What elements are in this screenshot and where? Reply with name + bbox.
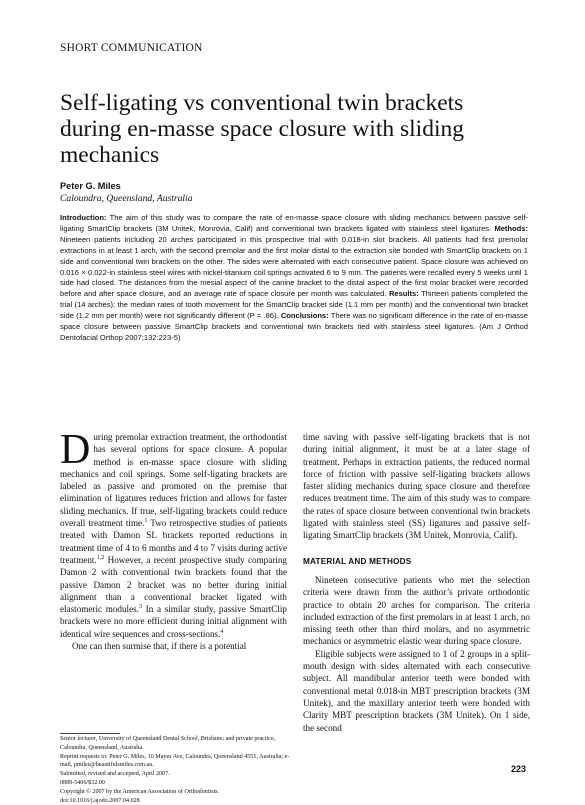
body-text: uring premolar extraction treatment, the orthodontist has several options for space closure. A popular method is en-masse space closure with sliding mechanics and coil springs. Some self-ligating brackets are labeled as passive and promoted on the premise that elimination of ligatures reduces friction and allows for faster sliding mechanics. If true, self-ligating brackets could reduce overall treatment time.	[60, 432, 287, 529]
body-text: However, a recent prospective study comparing Damon 2 with conventional twin brackets found that the passive Damon 2 bracket was no better during initial alignment than a conventional bracket ligated with elastomeric modules.	[60, 554, 287, 615]
footnote-doi: doi:10.1016/j.ajodo.2007.04.028	[60, 797, 140, 804]
abstract-conclusions-text: There was no significant difference in the rate of en-masse space closure between passive SmartClip brackets and conventional twin brackets tied with stainless steel ligatures. (Am J Orthod Dentofacial Orthop 2007;132:223-5)	[60, 311, 529, 342]
body-paragraph-4: Nineteen consecutive patients who met the selection criteria were drawn from the author’s private orthodontic practice to obtain 20 arches for comparison. The criteria included extraction of the first premolars in at least 1 arch, no missing teeth other than third molars, and no asymmetric mechanics or asymmetric elastic wear during space closure.	[303, 574, 530, 647]
footnote-reprint: Reprint requests to: Peter G. Miles, 10 Mayes Ave, Caloundra, Queensland 4551, Australia; e-mail, pmiles@beautifulsmiles.com.au.	[60, 753, 290, 769]
footnote-submitted: Submitted, revised and accepted, April 2007.	[60, 771, 170, 778]
author-affiliation: Caloundra, Queensland, Australia	[60, 193, 193, 204]
abstract-intro-label: Introduction:	[60, 213, 107, 222]
footnote-divider	[60, 733, 120, 734]
methods-heading: MATERIAL AND METHODS	[303, 556, 412, 566]
body-paragraph-1	[60, 427, 287, 640]
body-column-left	[60, 427, 287, 652]
section-label: SHORT COMMUNICATION	[60, 42, 203, 54]
body-paragraph-5: Eligible subjects were assigned to 1 of 2 groups in a split-mouth design with sides alternated with each consecutive subject. All mandibular anterior teeth were bonded with conventional metal 0.018-in MBT prescription brackets (3M Unitek), and the maxillary anterior teeth were bonded with Clarity MBT prescription brackets (3M Unitek). On 1 side, the second	[303, 648, 530, 733]
body-text: In a similar study, passive SmartClip brackets were no more efficient during initial alignment with identical wire sequences and cross-sections.	[60, 604, 287, 639]
abstract	[60, 213, 528, 344]
page-number: 223	[511, 764, 527, 774]
author-name: Peter G. Miles	[60, 181, 121, 191]
abstract-conclusions-label: Conclusions:	[280, 311, 329, 321]
footnote-issn: 0889-5406/$32.00	[60, 779, 105, 786]
abstract-methods-label: Methods:	[494, 223, 528, 233]
body-paragraph-3: time saving with passive self-ligating brackets that is not during initial alignment, it must be at a later stage of treatment. Perhaps in extraction patients, the reduced normal force of friction with passive self-ligating brackets allows faster sliding mechanics during space closure and therefore reduces treatment time. The aim of this study was to compare the rates of space closure between conventional twin brackets ligated with stainless steel (SS) ligatures and passive self-ligating SmartClip brackets (3M Unitek, Monrovia, Calif).	[303, 432, 530, 541]
footnote-affiliation: Senior lecturer, University of Queensland Dental School, Brisbane; and private practice, Caloundra, Queensland, Australia.	[60, 736, 276, 751]
drop-cap: D	[60, 427, 91, 473]
abstract-intro-text: The aim of this study was to compare the rate of en-masse space closure with sliding mechanics between passive self-ligating SmartClip brackets (3M Unitek, Monrovia, Calif) and conventional twin brackets ligated with stainless steel ligatures.	[60, 213, 528, 233]
citation-4: 4	[220, 628, 224, 635]
footnote-copyright: Copyright © 2007 by the American Association of Orthodontists.	[60, 788, 220, 795]
citation-2: 1,2	[96, 554, 105, 561]
body-paragraph-2: One can then surmise that, if there is a potential	[72, 641, 247, 652]
abstract-results-text: Thirteen patients completed the trial (14 arches); the median rates of tooth movement for the SmartClip bracket side (1.1 mm per month) and the conventional twin bracket side (1.2 mm per month) were not significantly different (P = .86).	[60, 289, 528, 321]
footnotes	[60, 735, 290, 805]
body-column-right	[303, 431, 530, 734]
abstract-results-label: Results:	[388, 289, 419, 299]
citation-3: 3	[138, 604, 142, 611]
citation-1: 1	[144, 518, 148, 525]
abstract-methods-text: Nineteen patients including 20 arches participated in this prospective trial with 0.018-in slot brackets. All patients had first premolar extractions in at least 1 arch, with the second premolar and the first molar distal to the extraction site bonded with SmartClip brackets on 1 side and conventional twin brackets on the other. The sides were alternated with each consecutive patient. Space closure was achieved on 0.016 × 0.022-in stainless steel wires with nickel-titanium coil springs activated 6 to 9 mm. The patients were recalled every 5 weeks until 1 side had closed. The distances from the mesial aspect of the canine bracket to the distal aspect of the first molar bracket were recorded before and after space closure, and an average rate of space closure per month was calculated.	[60, 234, 528, 299]
article-title: Self-ligating vs conventional twin brackets during en-masse space closure with sliding mechanics	[60, 90, 464, 168]
body-text: Two retrospective studies of patients treated with Damon SL brackets reported reductions in treatment time of 4 to 6 months and 4 to 7 visits during active treatment.	[60, 518, 287, 565]
